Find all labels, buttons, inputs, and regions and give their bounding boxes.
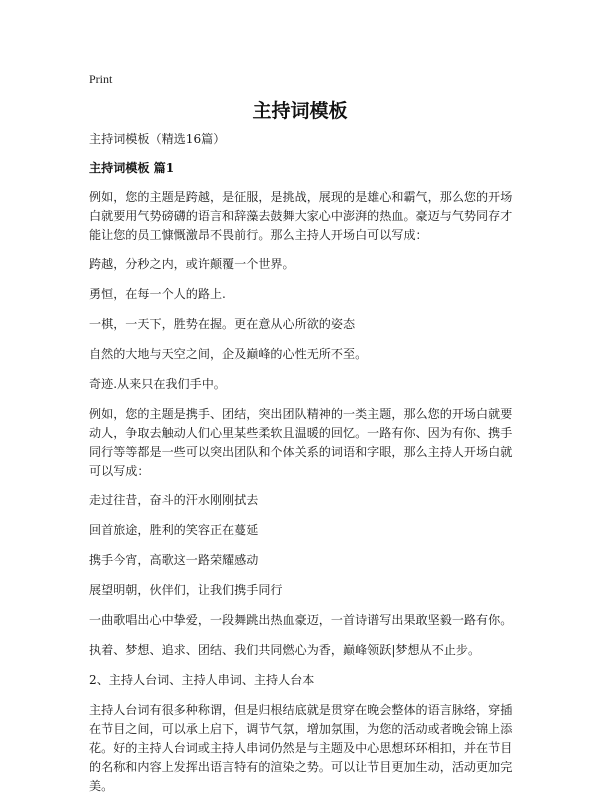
paragraph: 回首旅途，胜利的笑容正在蔓延 xyxy=(89,523,259,537)
print-link[interactable]: Print xyxy=(89,72,113,86)
paragraph: 执着、梦想、追求、团结、我们共同燃心为香，巅峰领跃|梦想从不止步。 xyxy=(89,643,481,657)
paragraph: 跨越，分秒之内，或许颠覆一个世界。 xyxy=(89,257,295,271)
section-heading: 主持词模板 篇1 xyxy=(89,161,175,175)
paragraph: 展望明朝，伙伴们，让我们携手同行 xyxy=(89,583,283,597)
paragraph: 一棋，一天下，胜势在握。更在意从心所欲的姿态 xyxy=(89,317,356,331)
page-title: 主持词模板 xyxy=(252,100,348,122)
paragraph: 例如，您的主题是携手、团结，突出团队精神的一类主题，那么您的开场白就要动人，争取去触动人们心里某些柔软且温暖的回忆。一路有你、因为有你、携手同行等等都是一些可以突出团队和个体关系的词语和字眼，那么主持人开场白就可以写成： xyxy=(89,407,513,478)
paragraph: 自然的大地与天空之间，企及巅峰的心性无所不至。 xyxy=(89,347,368,361)
paragraph: 走过往昔，奋斗的汗水刚刚拭去 xyxy=(89,493,259,507)
paragraph: 一曲歌唱出心中挚爱，一段舞跳出热血豪迈，一首诗谱写出果敢坚毅一路有你。 xyxy=(89,613,513,627)
paragraph: 携手今宵，高歌这一路荣耀感动 xyxy=(89,553,259,567)
document-body xyxy=(89,130,521,806)
paragraph: 奇迹.从来只在我们手中。 xyxy=(89,377,226,391)
paragraph: 主持人台词有很多种称谓，但是归根结底就是贯穿在晚会整体的语言脉络，穿插在节目之间，可以承上启下，调节气氛，增加氛围，为您的活动或者晚会锦上添花。好的主持人台词或主持人串词仍然是与主题及中心思想环环相扣，并在节目的名称和内容上发挥出语言特有的渲染之势。可以让节目更加生动，活动更加完美。 xyxy=(89,703,513,793)
subtitle: 主持词模板（精选16篇） xyxy=(89,132,226,146)
paragraph: 2、主持人台词、主持人串词、主持人台本 xyxy=(89,673,315,687)
paragraph: 例如，您的主题是跨越，是征服，是挑战，展现的是雄心和霸气，那么您的开场白就要用气势磅礴的语言和辞藻去鼓舞大家心中澎湃的热血。豪迈与气势同存才能让您的员工慷慨激昂不畏前行。那么主持人开场白可以写成： xyxy=(89,190,513,242)
paragraph: 勇恒，在每一个人的路上. xyxy=(89,287,226,301)
